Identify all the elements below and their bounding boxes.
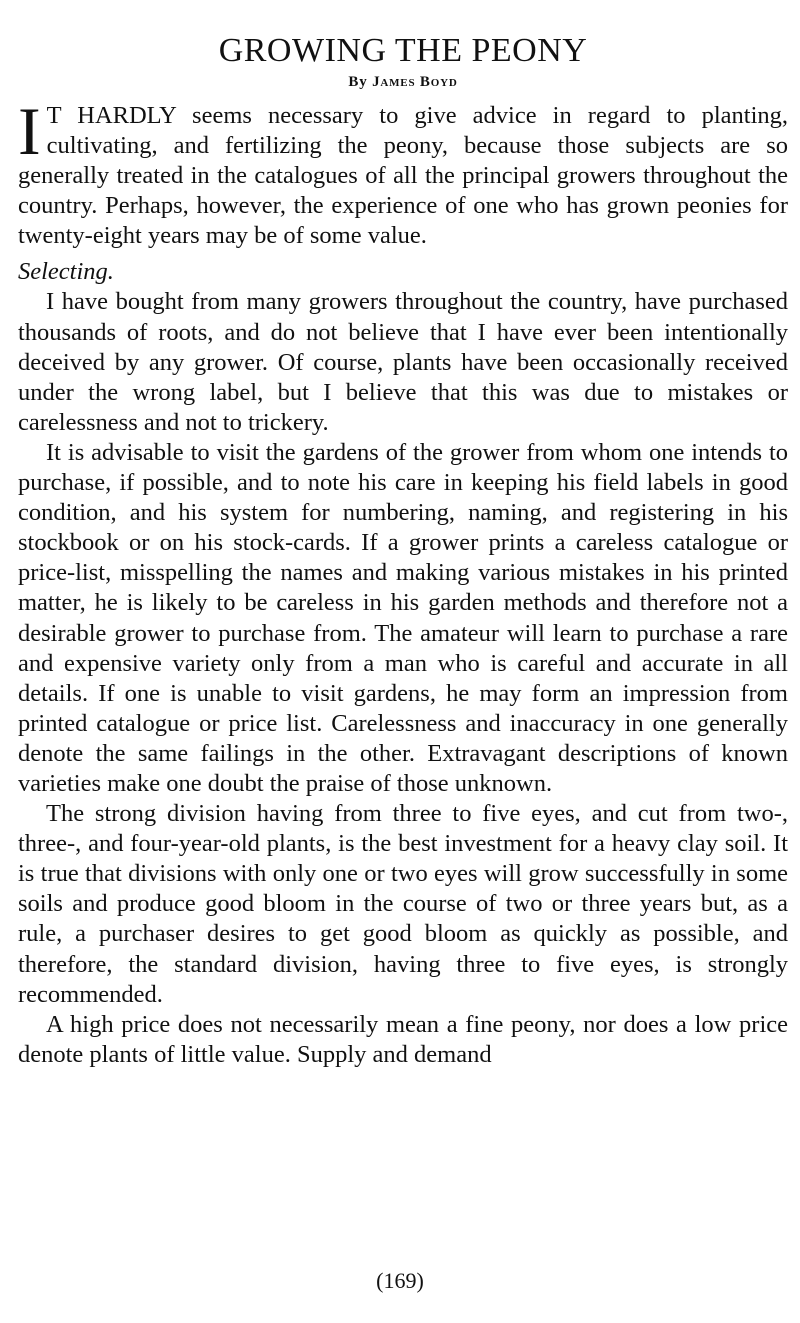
intro-paragraph (18, 93, 788, 251)
section-heading: Selecting. (18, 258, 114, 286)
page-number: (169) (376, 1268, 424, 1293)
author-first-rest: AMES (380, 77, 416, 89)
article-byline (18, 72, 788, 93)
intro-text: T HARDLY seems necessary to give advice in regard to planting, cultivating, and fertilizing the peony, because those subjects are so generally treated in the catalogues of all the principal growers throughout the country. Perhaps, however, the experience of one who has grown peonies for twenty-eight years may be of some value. (18, 102, 788, 250)
body-paragraph: A high price does not necessarily mean a fine peony, nor does a low price denote plants of little value. Supply and demand (18, 1010, 788, 1068)
author-last-rest: OYD (430, 77, 458, 89)
article-title: GROWING THE PEONY (218, 32, 588, 69)
article-page (18, 30, 788, 1070)
body-paragraph: It is advisable to visit the gardens of the grower from whom one intends to purchase, if possible, and to note his care in keeping his field labels in good condition, and his system for numbering, naming, and registering in his stockbook or on his stock-cards. If a grower prints a careless catalogue or price-list, misspelling the names and making various mistakes in his printed matter, he is likely to be careless in his garden methods and therefore not a desirable grower to purchase from. The amateur will learn to purchase a rare and expensive variety only from a man who is careful and accurate in all details. If one is unable to visit gardens, he may form an impression from printed catalogue or price list. Carelessness and inaccuracy in one generally denote the same failings in the other. Extravagant descriptions of known varieties make one doubt the praise of those unknown. (18, 438, 788, 797)
body-paragraph: I have bought from many growers throughout the country, have purchased thousands of roots, and do not believe that I have ever been intentionally deceived by any grower. Of course, plants have been occasionally received under the wrong label, but I believe that this was due to mistakes or carelessness and not to trickery. (18, 288, 788, 436)
author-last-initial: B (415, 74, 431, 90)
byline-prefix: By (348, 74, 373, 90)
body-paragraph: The strong division having from three to five eyes, and cut from two-, three-, and four-year-old plants, is the best investment for a heavy clay soil. It is true that divisions with only one or two eyes will grow successfully in some soils and produce good bloom in the course of two or three years but, as a rule, a purchaser desires to get good bloom as quickly as possible, and therefore, the standard division, having three to five eyes, is strongly recommended. (18, 800, 788, 1008)
author-first-initial: J (372, 74, 381, 90)
drop-cap: I (18, 93, 41, 169)
